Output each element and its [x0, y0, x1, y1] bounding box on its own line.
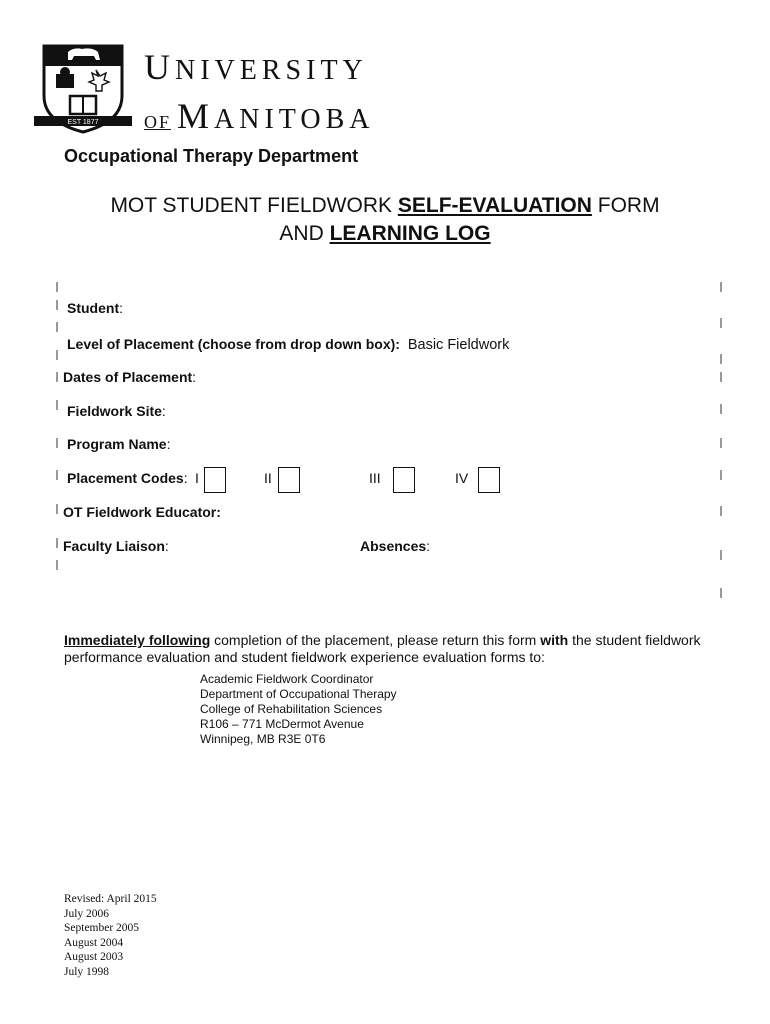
- form-title-line1: MOT STUDENT FIELDWORK SELF-EVALUATION FORM: [110, 194, 660, 217]
- university-crest-logo: [34, 44, 132, 134]
- field-border-mark: [720, 318, 722, 328]
- placement-code-ii-checkbox[interactable]: [278, 467, 300, 493]
- placement-code-i-label: I: [195, 470, 199, 486]
- placement-code-iii-checkbox[interactable]: [393, 467, 415, 493]
- field-border-mark: [56, 400, 58, 410]
- level-of-placement-field[interactable]: [67, 336, 509, 353]
- placement-code-iv-checkbox[interactable]: [478, 467, 500, 493]
- university-name-line1: UNIVERSITY: [144, 47, 368, 87]
- placement-code-i-checkbox[interactable]: [204, 467, 226, 493]
- field-border-mark: [720, 588, 722, 598]
- form-title-line2: AND LEARNING LOG: [279, 222, 491, 245]
- student-label: Student: [67, 300, 120, 316]
- absences-field[interactable]: Absences:: [360, 538, 431, 554]
- ot-fieldwork-educator-label: OT Fieldwork Educator:: [63, 504, 221, 520]
- field-border-mark: [720, 438, 722, 448]
- field-border-mark: [56, 504, 58, 514]
- field-border-mark: [56, 282, 58, 292]
- address-line: College of Rehabilitation Sciences: [200, 702, 383, 716]
- return-instructions: Immediately following completion of the placement, please return this form with the student fieldwork performance evaluation and student fieldwork experience evaluation forms to:: [64, 632, 701, 665]
- level-of-placement-label: Level of Placement (choose from drop down box):: [67, 336, 400, 352]
- field-border-mark: [720, 550, 722, 560]
- revision-history: [64, 892, 157, 979]
- field-border-mark: [720, 354, 722, 364]
- field-border-mark: [56, 438, 58, 448]
- dates-of-placement-label: Dates of Placement: [63, 369, 193, 385]
- field-border-mark: [56, 560, 58, 570]
- field-border-mark: [56, 322, 58, 332]
- revision-line: Revised: April 2015: [64, 893, 157, 905]
- department-heading: Occupational Therapy Department: [64, 146, 359, 166]
- revision-line: July 2006: [64, 907, 110, 920]
- address-line: Winnipeg, MB R3E 0T6: [200, 732, 326, 746]
- field-border-mark: [56, 300, 58, 310]
- revision-line: August 2003: [64, 951, 124, 963]
- program-name-field[interactable]: Program Name:: [67, 436, 171, 452]
- fieldwork-site-label: Fieldwork Site: [67, 403, 162, 419]
- university-name-line2: OF MANITOBA: [144, 96, 375, 136]
- ot-fieldwork-educator-field[interactable]: [63, 504, 221, 520]
- address-line: R106 – 771 McDermot Avenue: [200, 717, 364, 731]
- placement-code-iii-label: III: [369, 470, 381, 486]
- field-border-mark: [56, 470, 58, 480]
- placement-code-iv-label: IV: [455, 470, 469, 486]
- mailing-address: [200, 672, 397, 747]
- dates-of-placement-field[interactable]: Dates of Placement:: [63, 369, 197, 385]
- field-border-mark: [56, 538, 58, 548]
- field-border-mark: [56, 350, 58, 360]
- revision-line: September 2005: [64, 922, 140, 934]
- placement-codes-label: Placement Codes:: [67, 470, 188, 486]
- faculty-liaison-field[interactable]: Faculty Liaison:: [63, 538, 169, 554]
- faculty-liaison-label: Faculty Liaison: [63, 538, 165, 554]
- student-field[interactable]: Student:: [67, 300, 123, 316]
- field-border-mark: [720, 282, 722, 292]
- level-of-placement-dropdown[interactable]: Basic Fieldwork: [407, 337, 510, 353]
- return-instructions-lead: Immediately following: [64, 632, 211, 648]
- field-border-mark: [720, 470, 722, 480]
- revision-line: July 1998: [64, 965, 110, 978]
- placement-code-ii-label: II: [264, 470, 272, 486]
- revision-line: August 2004: [64, 936, 124, 949]
- address-line: Academic Fieldwork Coordinator: [200, 672, 374, 686]
- absences-label: Absences: [360, 538, 427, 554]
- program-name-label: Program Name: [67, 436, 167, 452]
- field-border-mark: [720, 372, 722, 382]
- crest-est-text: EST 1877: [67, 119, 99, 126]
- fieldwork-site-field[interactable]: Fieldwork Site:: [67, 403, 166, 419]
- field-border-mark: [720, 506, 722, 516]
- field-border-mark: [56, 372, 58, 382]
- address-line: Department of Occupational Therapy: [200, 687, 397, 701]
- field-border-mark: [720, 404, 722, 414]
